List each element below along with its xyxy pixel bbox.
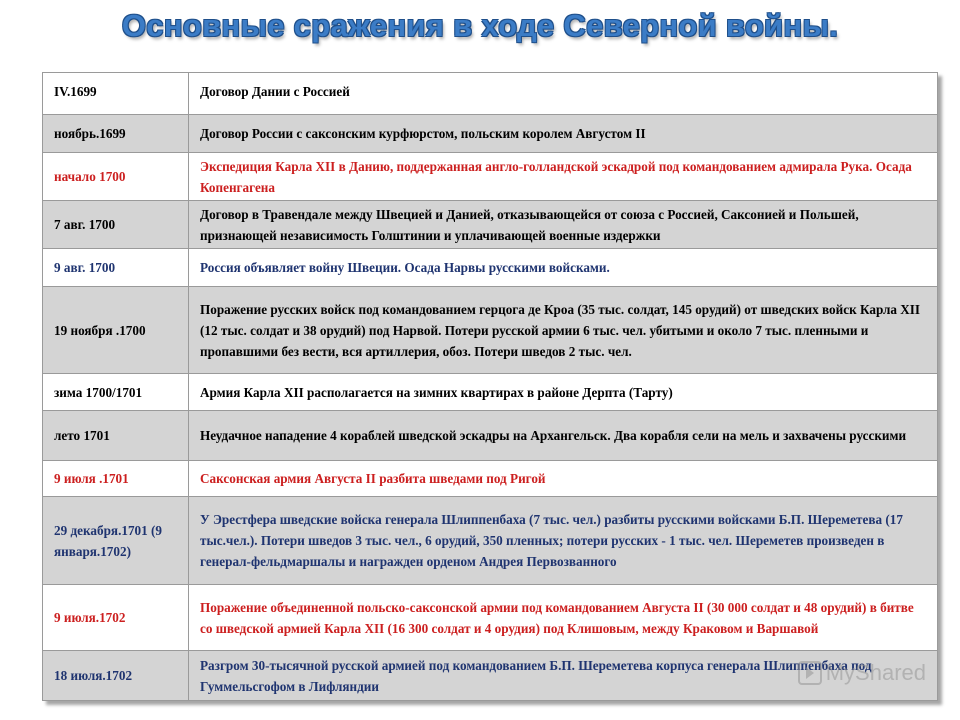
table-row bbox=[43, 115, 938, 153]
table-row bbox=[43, 585, 938, 651]
date-cell: 19 ноября .1700 bbox=[43, 287, 189, 374]
play-icon bbox=[798, 661, 822, 685]
date-cell: лето 1701 bbox=[43, 411, 189, 461]
event-cell: Договор России с саксонским курфюрстом, польским королем Августом II bbox=[189, 115, 938, 153]
date-cell: зима 1700/1701 bbox=[43, 374, 189, 411]
date-cell: 18 июля.1702 bbox=[43, 651, 189, 701]
date-cell: IV.1699 bbox=[43, 73, 189, 115]
event-cell: Договор Дании с Россией bbox=[189, 73, 938, 115]
table-row bbox=[43, 73, 938, 115]
date-cell: 29 декабря.1701 (9 января.1702) bbox=[43, 497, 189, 585]
date-cell: начало 1700 bbox=[43, 153, 189, 201]
table-row bbox=[43, 201, 938, 249]
page-title: Основные сражения в ходе Северной войны. bbox=[121, 8, 839, 43]
table-row bbox=[43, 249, 938, 287]
table-row bbox=[43, 411, 938, 461]
event-cell: Неудачное нападение 4 кораблей шведской эскадры на Архангельск. Два корабля сели на мель и захвачены русскими bbox=[189, 411, 938, 461]
event-cell: Саксонская армия Августа II разбита шведами под Ригой bbox=[189, 461, 938, 497]
table-row bbox=[43, 287, 938, 374]
table-row bbox=[43, 153, 938, 201]
event-cell: У Эрестфера шведские войска генерала Шлиппенбаха (7 тыс. чел.) разбиты русскими войсками Б.П. Шереметева (17 тыс.чел.). Потери шведов 3 тыс. чел., 6 орудий, 350 пленных; потери русских - 1 тыс. чел. Шереметев произведен в генерал-фельдмаршалы и награжден орденом Андрея Первозванного bbox=[189, 497, 938, 585]
date-cell: ноябрь.1699 bbox=[43, 115, 189, 153]
date-cell: 9 июля .1701 bbox=[43, 461, 189, 497]
event-cell: Экспедиция Карла XII в Данию, поддержанная англо-голландской эскадрой под командованием адмирала Рука. Осада Копенгагена bbox=[189, 153, 938, 201]
event-cell: Поражение объединенной польско-саксонской армии под командованием Августа II (30 000 солдат и 48 орудий) в битве со шведской армией Карла XII (16 300 солдат и 4 орудия) под Клишовым, между Краковом и Варшавой bbox=[189, 585, 938, 651]
date-cell: 9 авг. 1700 bbox=[43, 249, 189, 287]
table-row bbox=[43, 461, 938, 497]
event-cell: Разгром 30-тысячной русской армией под командованием Б.П. Шереметева корпуса генерала Шлиппенбаха под Гуммельсгофом в Лифляндии bbox=[189, 651, 938, 701]
event-cell: Поражение русских войск под командованием герцога де Кроа (35 тыс. солдат, 145 орудий) от шведских войск Карла XII (12 тыс. солдат и 38 орудий) под Нарвой. Потери русской армии 6 тыс. чел. убитыми и около 7 тыс. пленными и пропавшими без вести, вся артиллерия, обоз. Потери шведов 2 тыс. чел. bbox=[189, 287, 938, 374]
table-row bbox=[43, 497, 938, 585]
event-cell: Армия Карла XII располагается на зимних квартирах в районе Дерпта (Тарту) bbox=[189, 374, 938, 411]
date-cell: 7 авг. 1700 bbox=[43, 201, 189, 249]
watermark bbox=[798, 660, 926, 686]
table-row bbox=[43, 374, 938, 411]
events-table bbox=[42, 72, 938, 701]
event-cell: Договор в Травендале между Швецией и Данией, отказывающейся от союза с Россией, Саксонией и Польшей, признающей независимость Голштинии и уплачивающей военные издержки bbox=[189, 201, 938, 249]
watermark-text: MyShared bbox=[825, 660, 926, 685]
date-cell: 9 июля.1702 bbox=[43, 585, 189, 651]
event-cell: Россия объявляет войну Швеции. Осада Нарвы русскими войсками. bbox=[189, 249, 938, 287]
